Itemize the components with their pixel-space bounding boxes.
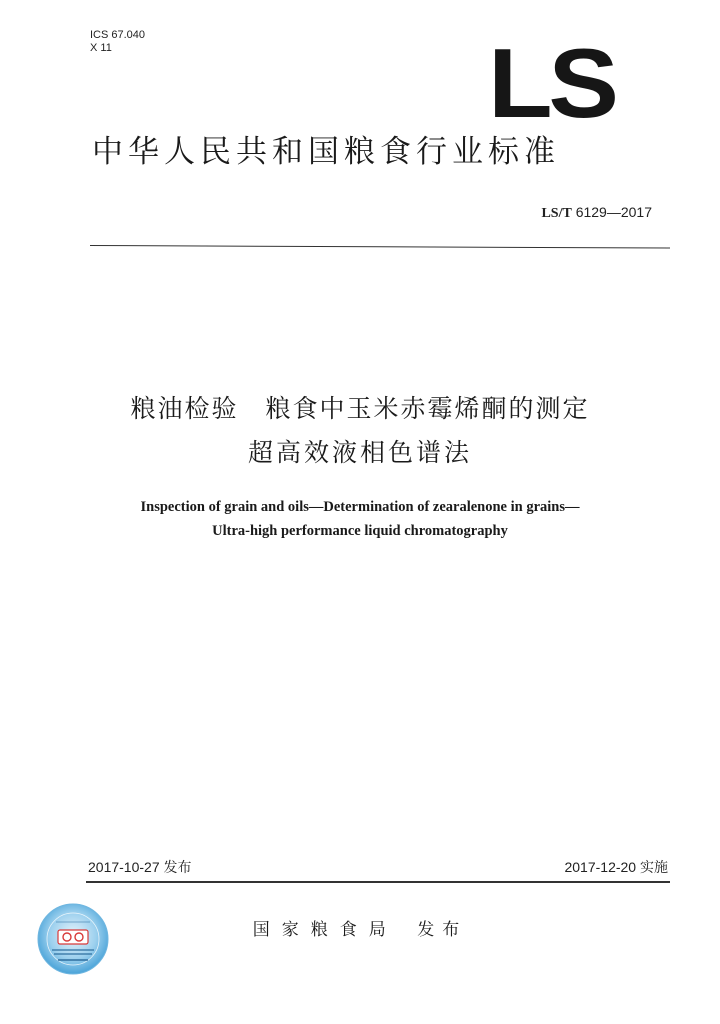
implement-date: 2017-12-20 实施 — [564, 859, 668, 875]
standard-title: 中华人民共和国粮食行业标准 — [92, 134, 560, 170]
standard-code-number: 6129—2017 — [575, 204, 652, 220]
issuer-action: 发布 — [417, 920, 468, 940]
anti-counterfeit-seal-icon — [36, 902, 110, 976]
document-title-en-line1: Inspection of grain and oils—Determination of zearalenone in grains— — [140, 499, 580, 515]
footer-divider — [86, 881, 670, 883]
ics-block — [90, 29, 145, 55]
ics-code: ICS 67.040 — [90, 29, 146, 41]
standard-code-prefix: LS/T — [541, 206, 572, 221]
classification-code: X 11 — [90, 42, 112, 54]
document-title-cn-line2: 超高效液相色谱法 — [247, 438, 472, 467]
document-title-en-line2: Ultra-high performance liquid chromatography — [212, 523, 508, 539]
document-title-cn-line1: 粮油检验 粮食中玉米赤霉烯酮的测定 — [130, 394, 590, 423]
header-divider — [90, 245, 670, 249]
standard-code — [541, 204, 652, 222]
issue-date: 2017-10-27 发布 — [88, 859, 192, 875]
issuer-org: 国家粮食局 — [252, 920, 398, 940]
ls-logo: LS — [488, 28, 615, 138]
